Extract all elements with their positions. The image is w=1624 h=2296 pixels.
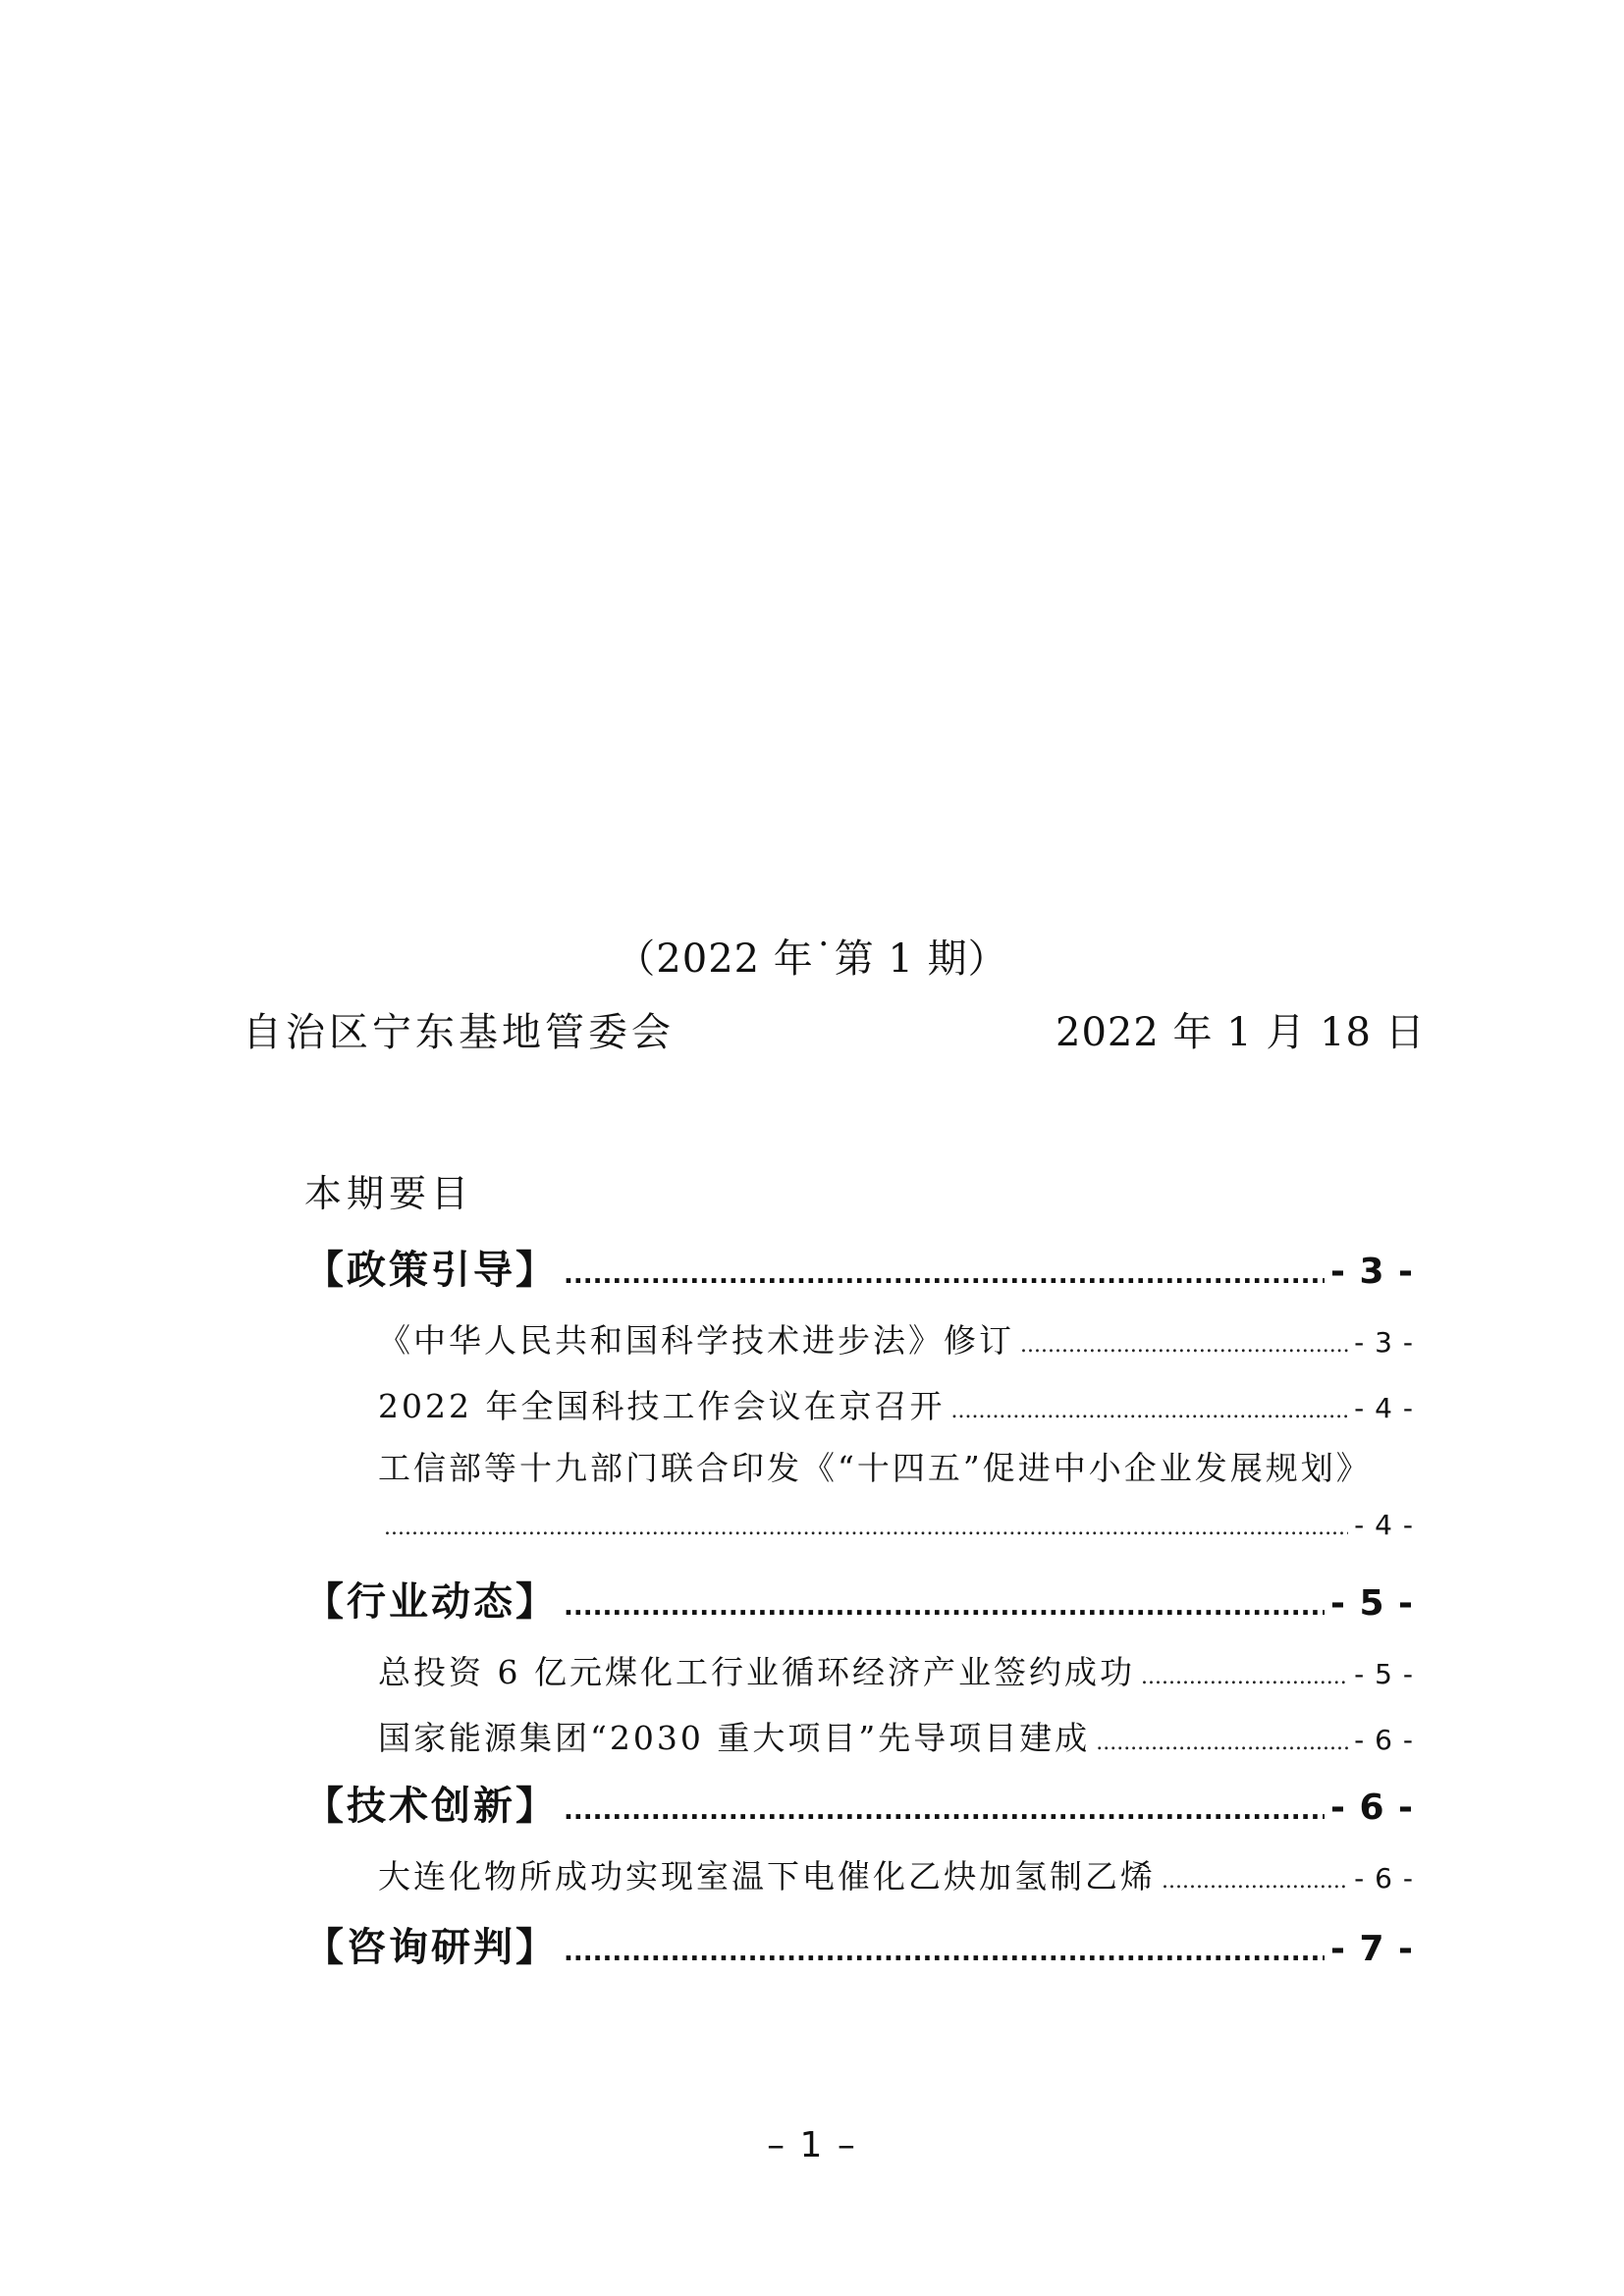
toc-item-sme-development-plan-leader[interactable] [378, 1509, 1414, 1541]
toc-section-policy[interactable] [304, 1239, 1414, 1295]
toc-item-label: 总投资 6 亿元煤化工行业循环经济产业签约成功 [378, 1653, 1135, 1691]
toc-page-number: - 4 - [1354, 1392, 1414, 1424]
toc-item-sme-development-plan[interactable]: 工信部等十九部门联合印发《“十四五”促进中小企业发展规划》 [378, 1449, 1372, 1487]
toc-page-number: - 6 - [1354, 1862, 1414, 1895]
toc-leader-dots [564, 1796, 1325, 1826]
toc-section-label: 【政策引导】 [304, 1248, 558, 1293]
toc-section-consult[interactable] [304, 1916, 1414, 1972]
toc-section-industry[interactable] [304, 1571, 1414, 1627]
toc-item-dicp-acetylene[interactable] [378, 1851, 1414, 1897]
toc-leader-dots [1096, 1731, 1348, 1755]
toc-section-label: 【咨询研判】 [304, 1925, 558, 1970]
page-number-footer: – 1 – [767, 2125, 857, 2165]
toc-item-label: 大连化物所成功实现室温下电催化乙炔加氢制乙烯 [378, 1857, 1156, 1896]
toc-page-number: - 7 - [1330, 1929, 1414, 1969]
toc-leader-dots [384, 1516, 1348, 1540]
toc-item-label: 国家能源集团“2030 重大项目”先导项目建成 [378, 1719, 1091, 1757]
toc-item-energy-group-project[interactable] [378, 1713, 1414, 1759]
toc-section-label: 【技术创新】 [304, 1784, 558, 1829]
issuer-name: 自治区宁东基地管委会 [243, 1010, 675, 1055]
toc-leader-dots [564, 1260, 1325, 1290]
toc-item-label: 《中华人民共和国科学技术进步法》修订 [378, 1321, 1014, 1360]
toc-item-tech-progress-law[interactable] [378, 1315, 1414, 1362]
toc-page-number: - 3 - [1354, 1326, 1414, 1359]
toc-page-number: - 3 - [1330, 1252, 1414, 1292]
toc-section-label: 【行业动态】 [304, 1579, 558, 1625]
toc-item-coal-chemical-project[interactable] [378, 1647, 1414, 1693]
toc-page-number: - 5 - [1354, 1658, 1414, 1690]
toc-page-number: - 6 - [1354, 1724, 1414, 1756]
toc-leader-dots [950, 1399, 1348, 1423]
toc-page-number: - 5 - [1330, 1583, 1414, 1624]
toc-leader-dots [1020, 1333, 1348, 1358]
toc-page-number: - 6 - [1330, 1788, 1414, 1828]
toc-leader-dots [564, 1938, 1325, 1967]
issue-number: （2022 年˙第 1 期） [616, 936, 1008, 982]
toc-page-number: - 4 - [1354, 1509, 1414, 1541]
issue-date: 2022 年 1 月 18 日 [1056, 1010, 1426, 1055]
toc-leader-dots [1141, 1665, 1348, 1689]
toc-title: 本期要目 [304, 1172, 474, 1215]
toc-item-label: 2022 年全国科技工作会议在京召开 [378, 1387, 946, 1425]
toc-item-national-tech-conference[interactable] [378, 1381, 1414, 1427]
toc-leader-dots [1162, 1869, 1348, 1894]
toc-leader-dots [564, 1592, 1325, 1622]
toc-section-tech[interactable] [304, 1775, 1414, 1831]
